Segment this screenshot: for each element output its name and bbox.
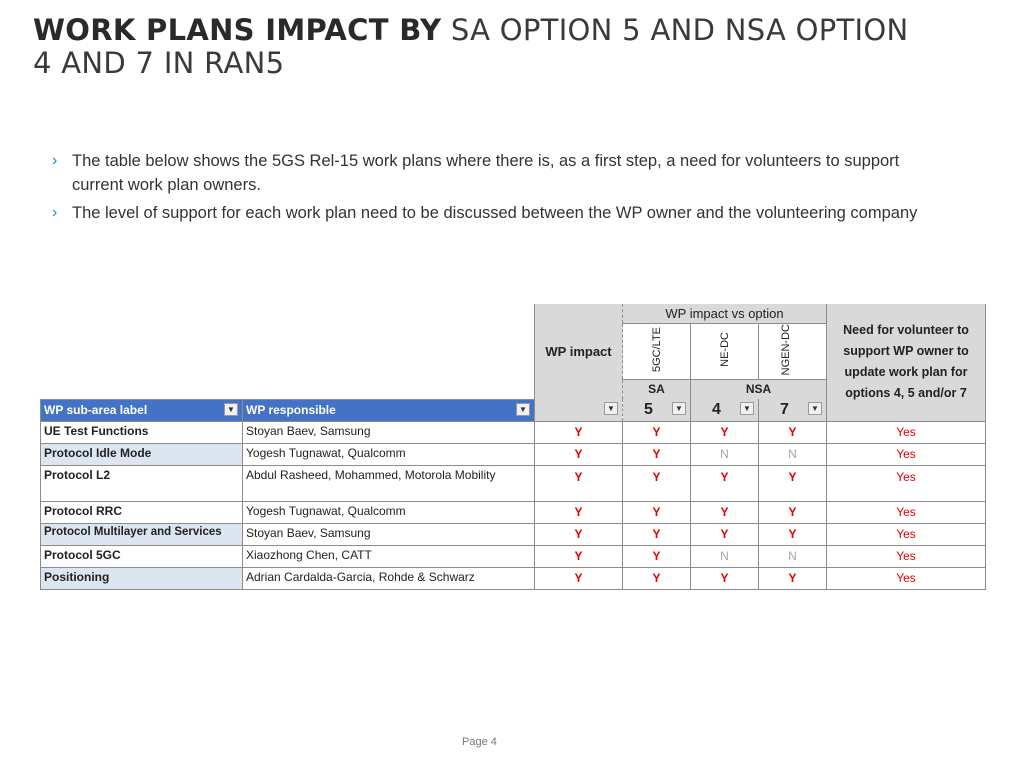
row-option-5: Y [623, 501, 691, 523]
row-need-volunteer: Yes [827, 443, 986, 465]
filter-dropdown-icon[interactable]: ▼ [672, 402, 686, 415]
row-label: Positioning [41, 567, 243, 589]
row-option-4: N [691, 443, 759, 465]
row-option-4: N [691, 545, 759, 567]
row-option-5: Y [623, 545, 691, 567]
row-label: Protocol RRC [41, 501, 243, 523]
page-title [33, 14, 933, 80]
option-number-7: 7 ▼ [759, 399, 827, 421]
option-number-4: 4 ▼ [691, 399, 759, 421]
col-header-responsible: WP responsible ▼ [243, 399, 535, 421]
row-impact: Y [535, 567, 623, 589]
row-option-7: Y [759, 501, 827, 523]
row-option-5: Y [623, 523, 691, 545]
row-responsible: Yogesh Tugnawat, Qualcomm [243, 501, 535, 523]
row-label: Protocol Multilayer and Services [41, 523, 243, 545]
row-responsible: Adrian Cardalda-Garcia, Rohde & Schwarz [243, 567, 535, 589]
row-need-volunteer: Yes [827, 523, 986, 545]
row-impact: Y [535, 465, 623, 501]
row-option-4: Y [691, 567, 759, 589]
sa-label: SA [623, 379, 691, 399]
row-option-4: Y [691, 523, 759, 545]
row-option-4: Y [691, 501, 759, 523]
row-responsible: Abdul Rasheed, Mohammed, Motorola Mobility [243, 465, 535, 501]
filter-dropdown-icon[interactable]: ▼ [740, 402, 754, 415]
row-need-volunteer: Yes [827, 567, 986, 589]
wp-impact-vs-option-header: WP impact vs option [623, 304, 827, 323]
row-responsible: Stoyan Baev, Samsung [243, 523, 535, 545]
bullet-arrow-icon: › [52, 204, 58, 221]
row-need-volunteer: Yes [827, 465, 986, 501]
row-option-7: N [759, 443, 827, 465]
row-option-7: Y [759, 567, 827, 589]
filter-dropdown-icon[interactable]: ▼ [224, 403, 238, 416]
row-impact: Y [535, 421, 623, 443]
row-label: UE Test Functions [41, 421, 243, 443]
row-label: Protocol Idle Mode [41, 443, 243, 465]
table-row [41, 501, 986, 523]
row-option-7: N [759, 545, 827, 567]
wp-impact-filter-cell [535, 399, 623, 421]
bullet-list [52, 149, 932, 229]
table-row [41, 443, 986, 465]
wp-impact-header: WP impact [535, 304, 623, 399]
blank-header-area [41, 304, 535, 399]
option-col-ne-dc: NE-DC [691, 323, 759, 379]
row-need-volunteer: Yes [827, 501, 986, 523]
row-need-volunteer: Yes [827, 421, 986, 443]
row-label: Protocol L2 [41, 465, 243, 501]
option-col-ngen-dc: NGEN-DC [759, 323, 827, 379]
bullet-item [52, 149, 932, 197]
bullet-arrow-icon: › [52, 152, 58, 169]
row-option-5: Y [623, 443, 691, 465]
title-light-part: SA OPTION 5 AND NSA OPTION 4 AND 7 IN RAN5 [33, 13, 909, 80]
row-label: Protocol 5GC [41, 545, 243, 567]
bullet-text: The table below shows the 5GS Rel-15 work plans where there is, as a first step, a need for volunteers to support current work plan owners. [72, 152, 900, 194]
page-number: Page 4 [462, 736, 497, 748]
bullet-item [52, 201, 932, 225]
filter-dropdown-icon[interactable]: ▼ [604, 402, 618, 415]
row-option-4: Y [691, 421, 759, 443]
row-impact: Y [535, 523, 623, 545]
row-option-5: Y [623, 465, 691, 501]
row-impact: Y [535, 443, 623, 465]
title-bold-part: WORK PLANS IMPACT BY [33, 13, 442, 47]
row-impact: Y [535, 501, 623, 523]
work-plan-table [40, 304, 985, 590]
row-option-7: Y [759, 465, 827, 501]
row-option-4: Y [691, 465, 759, 501]
table-row [41, 545, 986, 567]
option-number-5: 5 ▼ [623, 399, 691, 421]
bullet-text: The level of support for each work plan need to be discussed between the WP owner and the volunteering company [72, 204, 918, 222]
col-header-sub-area: WP sub-area label ▼ [41, 399, 243, 421]
row-responsible: Stoyan Baev, Samsung [243, 421, 535, 443]
row-impact: Y [535, 545, 623, 567]
row-option-5: Y [623, 421, 691, 443]
row-responsible: Yogesh Tugnawat, Qualcomm [243, 443, 535, 465]
row-option-7: Y [759, 523, 827, 545]
table-row [41, 567, 986, 589]
need-volunteer-header: Need for volunteer to support WP owner to update work plan for options 4, 5 and/or 7 [827, 304, 986, 421]
row-option-5: Y [623, 567, 691, 589]
option-col-5gc-lte: 5GC/LTE [623, 323, 691, 379]
table-row [41, 523, 986, 545]
filter-dropdown-icon[interactable]: ▼ [808, 402, 822, 415]
row-need-volunteer: Yes [827, 545, 986, 567]
row-responsible: Xiaozhong Chen, CATT [243, 545, 535, 567]
nsa-label: NSA [691, 379, 827, 399]
table-row [41, 465, 986, 501]
table-row [41, 421, 986, 443]
filter-dropdown-icon[interactable]: ▼ [516, 403, 530, 416]
row-option-7: Y [759, 421, 827, 443]
